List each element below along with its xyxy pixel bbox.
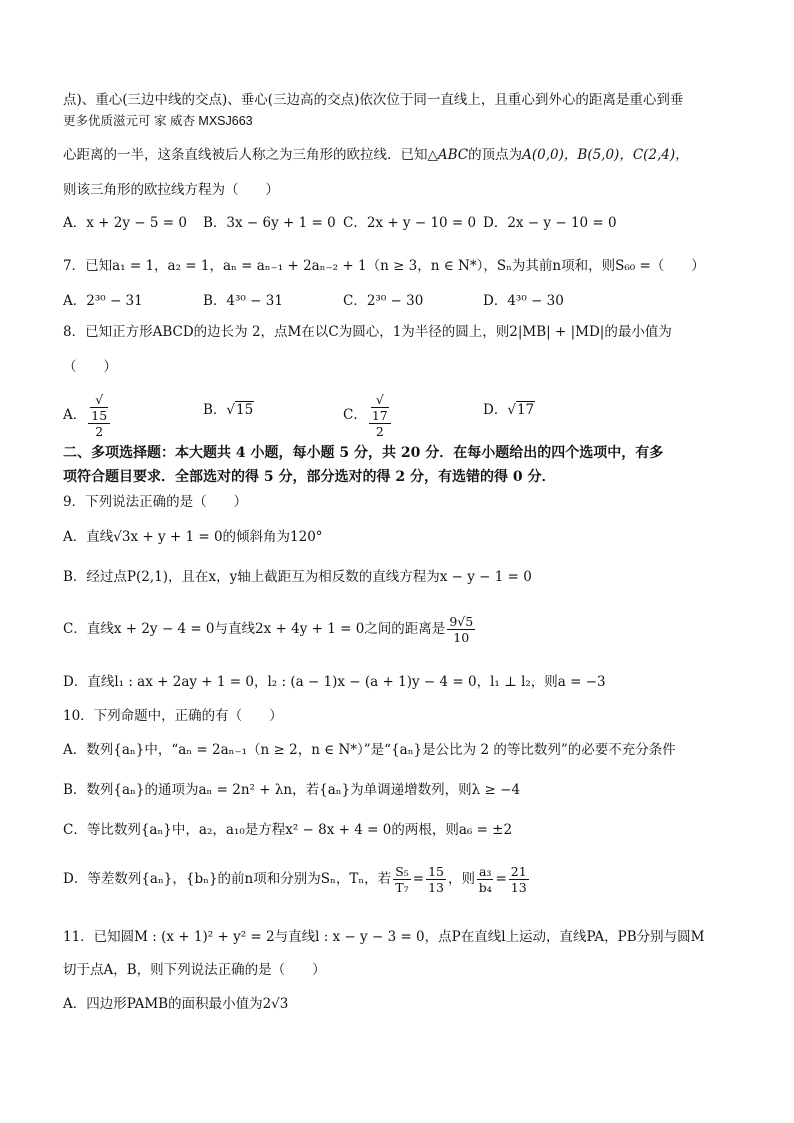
p10-d-frac1 bbox=[393, 864, 411, 895]
p8-option-b-label: B． bbox=[203, 402, 227, 418]
p7-option-c: C．2³⁰ − 30 bbox=[343, 293, 424, 309]
p8-option-b: B．√15 bbox=[203, 402, 254, 418]
p9-option-a: A．直线√3x + y + 1 = 0的倾斜角为120° bbox=[63, 529, 323, 545]
p6-line2a: 心距离的一半，这条直线被后人称之为三角形的欧拉线．已知△ bbox=[63, 147, 438, 163]
p10-option-c: C．等比数列{aₙ}中，a₂，a₁₀是方程x² − 8x + 4 = 0的两根，则a₆ = ±2 bbox=[63, 822, 513, 838]
p10-option-b: B．数列{aₙ}的通项为aₙ = 2n² + λn，若{aₙ}为单调递增数列，则λ ≥ −4 bbox=[63, 782, 521, 798]
p7-stem: 7．已知a₁ = 1，a₂ = 1，aₙ = aₙ₋₁ + 2aₙ₋₂ + 1（n ≥ 3，n ∈ N*），Sₙ为其前n项和，则S₆₀ =（ ） bbox=[63, 258, 705, 274]
p9-option-d: D．直线l₁ : ax + 2ay + 1 = 0，l₂ : (a − 1)x − (a + 1)y − 4 = 0，l₁ ⊥ l₂，则a = −3 bbox=[63, 674, 606, 690]
p10-d-eq1: = bbox=[412, 871, 425, 887]
p10-option-d-text: D．等差数列{aₙ}，{bₙ}的前n项和分别为Sₙ，Tₙ，若 bbox=[63, 871, 392, 887]
p10-d-f1-num: S₅ bbox=[395, 864, 409, 879]
p8-option-a bbox=[63, 392, 112, 439]
p10-d-f4-den: 13 bbox=[510, 880, 527, 895]
p8-option-c bbox=[343, 392, 393, 439]
p11-line2: 切于点A，B，则下列说法正确的是（ ） bbox=[63, 962, 326, 978]
section2-line1: 二、多项选择题：本大题共 4 小题，每小题 5 分，共 20 分．在每小题给出的四个选项中，有多 bbox=[63, 445, 664, 461]
p10-d-frac3 bbox=[477, 864, 493, 895]
p10-option-d bbox=[63, 864, 531, 895]
p6-line3: 则该三角形的欧拉线方程为（ ） bbox=[63, 182, 279, 198]
p6-option-b: B．3x − 6y + 1 = 0 bbox=[203, 215, 336, 231]
p11-option-a: A．四边形PAMB的面积最小值为2√3 bbox=[63, 996, 289, 1012]
p6-line2 bbox=[63, 145, 689, 165]
p6-option-a: A．x + 2y − 5 = 0 bbox=[63, 215, 187, 231]
p8-a-den: 2 bbox=[95, 424, 104, 439]
p9-c-num: 9√5 bbox=[449, 614, 474, 629]
p10-d-frac4 bbox=[509, 864, 529, 895]
p9-option-c-fraction bbox=[447, 614, 475, 645]
p8-stem: 8．已知正方形ABCD的边长为 2，点M在以C为圆心，1为半径的圆上，则2|MB| + |MD|的最小值为 bbox=[63, 324, 672, 340]
p8-option-d: D．√17 bbox=[483, 402, 535, 418]
p8-c-radicand: 17 bbox=[371, 408, 388, 423]
watermark-text: 更多优质滋元可 家 威杏 MXSJ663 bbox=[63, 114, 253, 128]
p6-line1: 点)、重心(三边中线的交点)、垂心(三边高的交点)依次位于同一直线上，且重心到外心的距离是重心到垂 bbox=[63, 92, 684, 108]
p8-option-c-fraction: √ 17 2 bbox=[369, 392, 391, 439]
p11-line1: 11．已知圆M : (x + 1)² + y² = 2与直线l : x − y − 3 = 0，点P在直线l上运动，直线PA，PB分别与圆M bbox=[63, 929, 705, 945]
p10-d-eq2: = bbox=[495, 871, 507, 887]
p7-option-d: D．4³⁰ − 30 bbox=[483, 293, 564, 309]
p6-line2c: 的顶点为 bbox=[468, 147, 523, 163]
p8-paren: （ ） bbox=[63, 359, 117, 375]
p7-option-b: B．4³⁰ − 31 bbox=[203, 293, 283, 309]
p10-d-f1-den: T₇ bbox=[395, 880, 409, 895]
p9-option-b: B．经过点P(2,1)，且在x，y轴上截距互为相反数的直线方程为x − y − 1 = 0 bbox=[63, 569, 532, 585]
p6-line2b: ABC bbox=[437, 147, 469, 163]
p10-d-mid: ，则 bbox=[447, 871, 475, 887]
p8-option-d-label: D． bbox=[483, 402, 508, 418]
p7-option-a: A．2³⁰ − 31 bbox=[63, 293, 143, 309]
p10-d-f2-den: 13 bbox=[428, 880, 444, 895]
p10-option-a: A．数列{aₙ}中，“aₙ = 2aₙ₋₁（n ≥ 2，n ∈ N*）”是“{aₙ}是公比为 2 的等比数列”的必要不充分条件 bbox=[63, 742, 676, 758]
p8-d-radicand: 17 bbox=[516, 402, 535, 418]
p8-c-den: 2 bbox=[375, 424, 384, 439]
p10-stem: 10．下列命题中，正确的有（ ） bbox=[63, 708, 283, 724]
p9-c-den: 10 bbox=[453, 630, 470, 645]
p6-option-d: D．2x − y − 10 = 0 bbox=[483, 215, 617, 231]
p8-option-a-label: A． bbox=[63, 407, 87, 423]
p9-option-c-text: C．直线x + 2y − 4 = 0与直线2x + 4y + 1 = 0之间的距离是 bbox=[63, 621, 446, 637]
p10-d-f3-num: a₃ bbox=[478, 864, 492, 879]
p6-option-c: C．2x + y − 10 = 0 bbox=[343, 215, 477, 231]
p10-d-f4-num: 21 bbox=[510, 864, 527, 879]
section2-line2: 项符合题目要求．全部选对的得 5 分，部分选对的得 2 分，有选错的得 0 分． bbox=[63, 469, 556, 485]
p8-option-a-fraction: √ 15 2 bbox=[88, 392, 110, 439]
p10-d-f3-den: b₄ bbox=[478, 880, 492, 895]
p9-option-c bbox=[63, 614, 477, 645]
p8-a-radicand: 15 bbox=[91, 408, 108, 423]
p9-stem: 9．下列说法正确的是（ ） bbox=[63, 494, 248, 510]
p6-line2d: A(0,0)，B(5,0)，C(2,4)， bbox=[522, 147, 689, 163]
p8-option-c-label: C． bbox=[343, 407, 367, 423]
p10-d-frac2 bbox=[426, 864, 446, 895]
p10-d-f2-num: 15 bbox=[428, 864, 444, 879]
p8-b-radicand: 15 bbox=[236, 402, 254, 418]
